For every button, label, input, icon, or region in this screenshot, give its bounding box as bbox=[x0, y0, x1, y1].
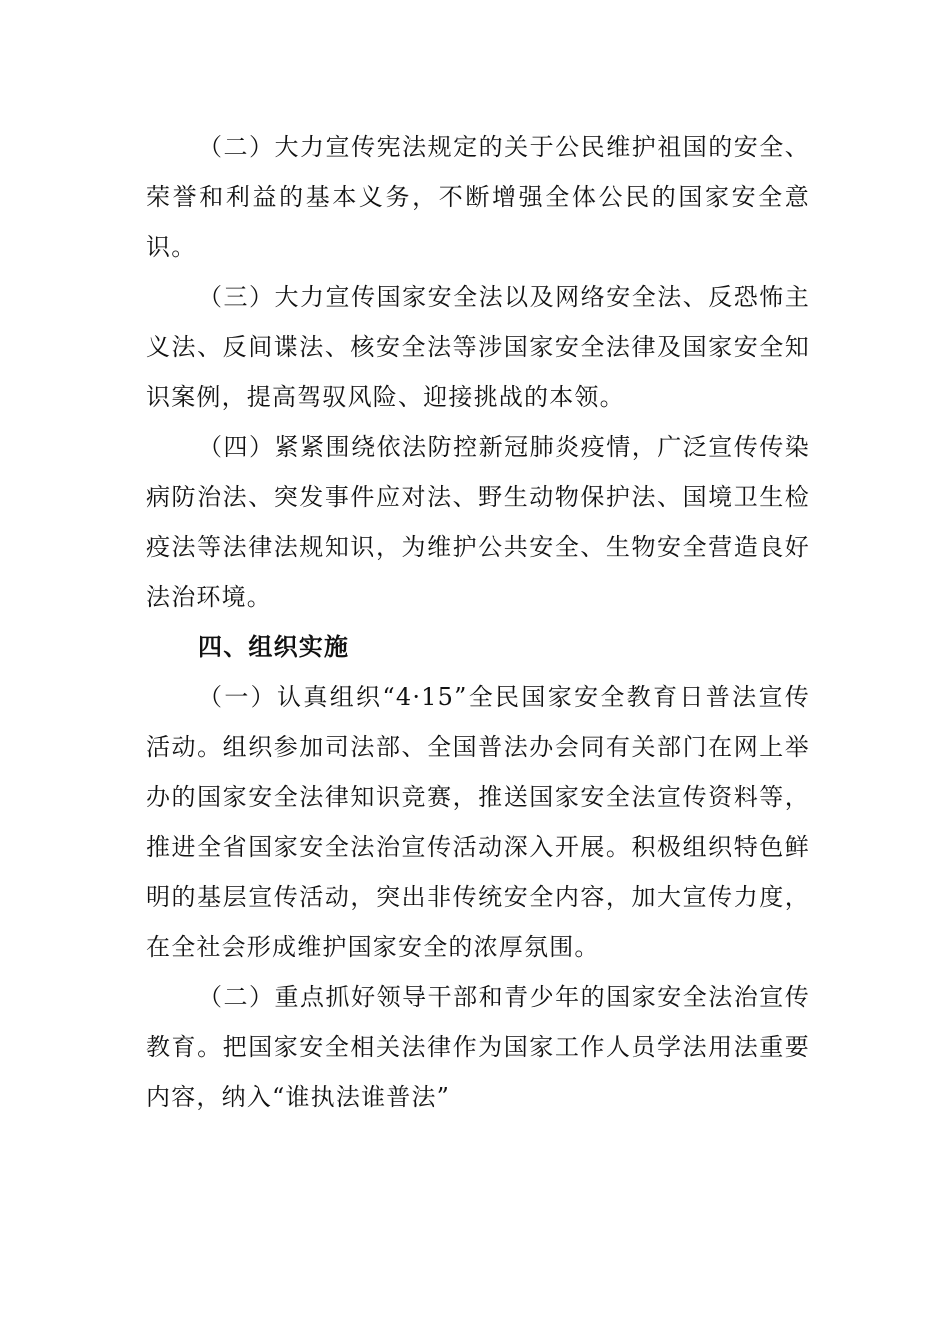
paragraph-education-day: （一）认真组织“4·15”全民国家安全教育日普法宣传活动。组织参加司法部、全国普法办会同有关部门在网上举办的国家安全法律知识竞赛，推送国家安全法宣传资料等，推进全省国家安全法治宣传活动深入开展。积极组织特色鲜明的基层宣传活动，突出非传统安全内容，加大宣传力度，在全社会形成维护国家安全的浓厚氛围。 bbox=[146, 683, 810, 961]
section-heading-organization: 四、组织实施 bbox=[198, 633, 350, 661]
paragraph-epidemic-prevention: （四）紧紧围绕依法防控新冠肺炎疫情，广泛宣传传染病防治法、突发事件应对法、野生动物保护法、国境卫生检疫法等法律法规知识，为维护公共安全、生物安全营造良好法治环境。 bbox=[146, 433, 810, 611]
document-body bbox=[146, 122, 810, 1122]
paragraph-duty-of-citizens: （二）大力宣传宪法规定的关于公民维护祖国的安全、荣誉和利益的基本义务，不断增强全体公民的国家安全意识。 bbox=[146, 133, 810, 261]
paragraph-national-security-laws: （三）大力宣传国家安全法以及网络安全法、反恐怖主义法、反间谍法、核安全法等涉国家安全法律及国家安全知识案例，提高驾驭风险、迎接挑战的本领。 bbox=[146, 283, 810, 411]
paragraph-leaders-and-youth: （二）重点抓好领导干部和青少年的国家安全法治宣传教育。把国家安全相关法律作为国家工作人员学法用法重要内容，纳入“谁执法谁普法” bbox=[146, 983, 810, 1111]
